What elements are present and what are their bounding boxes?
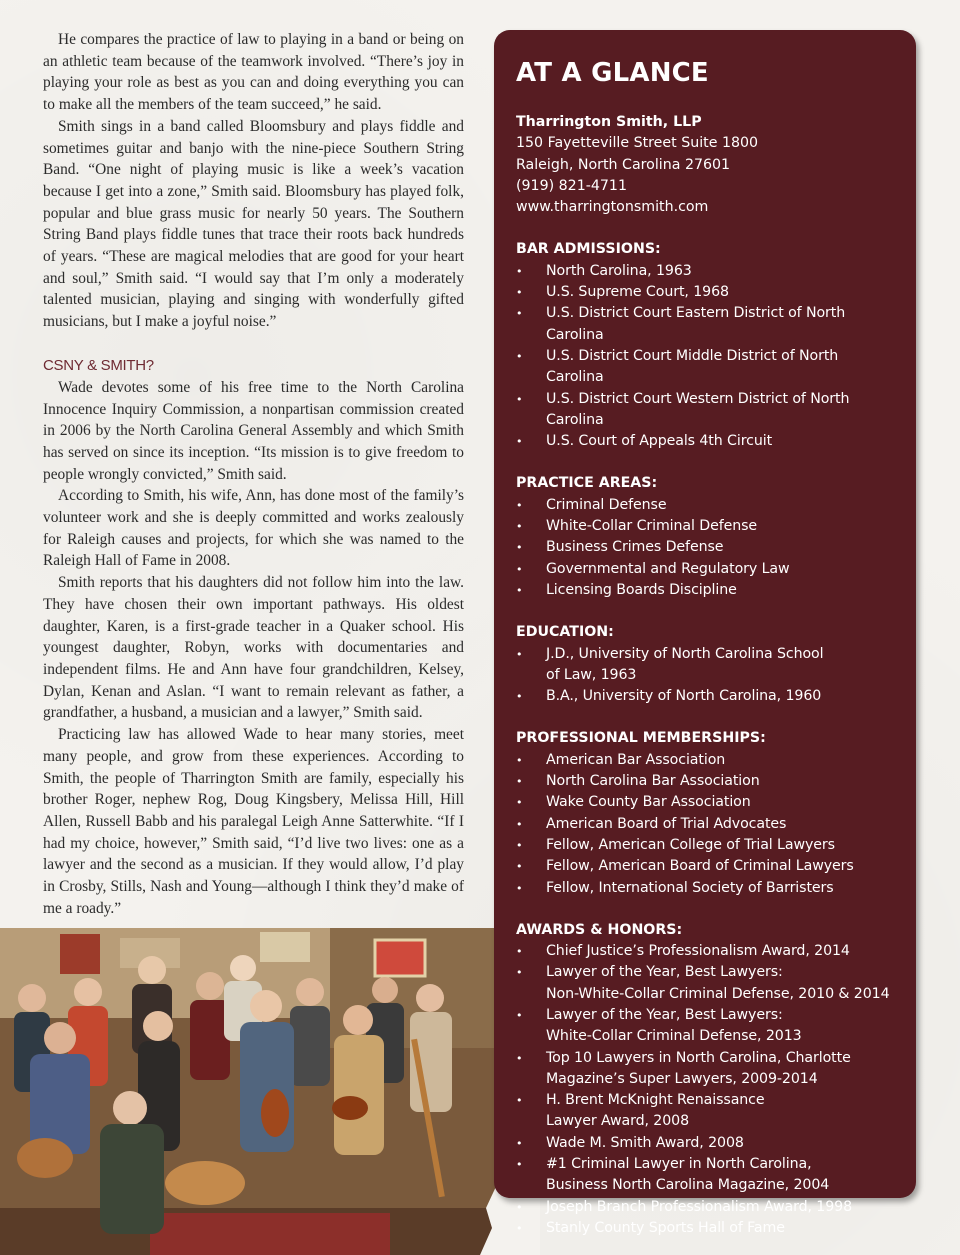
glance-list-item [516, 1133, 898, 1154]
article-paragraph: Smith sings in a band called Bloomsbury and plays fiddle and sometimes guitar and banjo with the nine-piece Southern String Band. “One night of playing music is like a week’s vacation because I get into a zone,” Smith said. Bloomsbury has played folk, popular and blue grass music for nearly 50 years. The Southern String Band plays fiddle tunes that trace their roots back hundreds of years. “These are magical melodies that are good for your heart and soul,” Smith said. “I would say that I’m only a moderately talented musician, playing and singing with wonderfully gifted musicians, but I make a joyful noise.” [43, 117, 464, 331]
glance-list-item [516, 431, 898, 452]
glance-list-item [516, 1048, 898, 1091]
glance-list-item [516, 389, 898, 432]
glance-list-item-text: • Wake County Bar Association [546, 794, 751, 811]
glance-list-item [516, 559, 898, 580]
glance-list-item [516, 941, 898, 962]
glance-list-item-text: • B.A., University of North Carolina, 1960 [546, 688, 822, 705]
glance-list-item-text: • U.S. District Court Eastern District of North Carolina [546, 305, 846, 343]
glance-list-item-text: • North Carolina Bar Association [546, 773, 760, 790]
glance-list-item [516, 771, 898, 792]
glance-list-item-text: • Fellow, American Board of Criminal Lawyers [546, 858, 854, 875]
glance-section-list [516, 261, 898, 453]
glance-list-item-text: • Lawyer of the Year, Best Lawyers: [546, 964, 783, 981]
glance-list-item-text: • Chief Justice’s Professionalism Award, 2014 [546, 943, 850, 960]
glance-section-heading: PROFESSIONAL MEMBERSHIPS: [516, 730, 766, 747]
glance-list-item-text: • Joseph Branch Professionalism Award, 1998 [546, 1198, 853, 1215]
glance-list-item-text: • #1 Criminal Lawyer in North Carolina, [546, 1156, 812, 1173]
glance-list-item [516, 1197, 898, 1218]
article-paragraph: According to Smith, his wife, Ann, has done most of the family’s volunteer work and she is deeply committed and works zealously for Raleigh causes and projects, for which she was named to the Raleigh Hall of Fame in 2008. [43, 487, 464, 570]
glance-list-item-text: Magazine’s Super Lawyers, 2009-2014 [546, 1070, 818, 1087]
glance-list-item [516, 1218, 898, 1239]
glance-list-item [516, 644, 898, 687]
glance-list-item-text: • J.D., University of North Carolina School [546, 645, 824, 662]
glance-list-item-text: • U.S. District Court Middle District of North Carolina [546, 347, 839, 386]
glance-list-item [516, 1154, 898, 1197]
glance-list-item-text: • Fellow, American College of Trial Lawyers [546, 836, 835, 853]
article-paragraphs-top [43, 29, 464, 333]
glance-list-item-text: • Fellow, International Society of Barristers [546, 879, 834, 896]
firm-website[interactable]: www.tharringtonsmith.com [516, 199, 709, 216]
article-paragraph: Practicing law has allowed Wade to hear many stories, meet many people, and grow from these experiences. According to Smith, the people of Tharrington Smith are family, especially his brother Roger, nephew Rog, Doug Kingsbery, Melissa Hill, Hill Allen, Russell Babb and his paralegal Leigh Anne Satterwhite. “If I had my choice, however,” Smith said, “I’d live two lives: one as a lawyer and the second as a musician. If they would allow, I’d play in Crosby, Stills, Nash and Young—although I think they’d make of me a roady.” [43, 726, 464, 917]
glance-list-item-text: • Governmental and Regulatory Law [546, 560, 790, 577]
glance-list-item-text: Non-White-Collar Criminal Defense, 2010 & 2014 [546, 985, 890, 1002]
glance-list-item-text: • Licensing Boards Discipline [546, 581, 737, 598]
glance-list-item [516, 750, 898, 771]
glance-sections [516, 239, 898, 1239]
glance-list-item [516, 1090, 898, 1133]
glance-list-item [516, 516, 898, 537]
glance-list-item [516, 537, 898, 558]
glance-list-item-text: • Top 10 Lawyers in North Carolina, Charlotte [546, 1049, 851, 1066]
glance-list-item [516, 1005, 898, 1048]
glance-section-list [516, 750, 898, 899]
article-paragraph: He compares the practice of law to playing in a band or being on an athletic team because of the teamwork involved. “There’s joy in playing your role as best as you can and doing everything you can to make all the members of the team succeed,” he said. [43, 31, 464, 114]
glance-list-item-text: of Law, 1963 [546, 666, 637, 683]
glance-list-item [516, 792, 898, 813]
glance-list-item-text: • H. Brent McKnight Renaissance [546, 1092, 765, 1109]
firm-phone: (919) 821-4711 [516, 177, 627, 194]
glance-section-list [516, 644, 898, 708]
glance-section-heading: EDUCATION: [516, 624, 614, 641]
glance-list-item-text: • Lawyer of the Year, Best Lawyers: [546, 1006, 783, 1023]
glance-list-item-text: • Stanly County Sports Hall of Fame [546, 1219, 785, 1236]
glance-list-item-text: • U.S. Court of Appeals 4th Circuit [546, 433, 773, 450]
glance-list-item-text: • White-Collar Criminal Defense [546, 518, 758, 535]
glance-list-item-text: • U.S. Supreme Court, 1968 [546, 284, 729, 301]
glance-list-item [516, 878, 898, 899]
at-a-glance-panel [494, 30, 916, 1236]
glance-list-item-text: Business North Carolina Magazine, 2004 [546, 1177, 830, 1194]
glance-section-heading: AWARDS & HONORS: [516, 921, 683, 938]
firm-address-line1: 150 Fayetteville Street Suite 1800 [516, 135, 759, 152]
article-paragraph: Smith reports that his daughters did not follow him into the law. They have chosen their own important pathways. His oldest daughter, Karen, is a first-grade teacher in a Quaker school. His youngest daughter, Robyn, works with documentaries and independent films. He and Ann have four grandchildren, Kelsey, Dylan, Kenan and Aslan. “I want to remain relevant as father, a grandfather, a husband, a musician and a lawyer,” Smith said. [43, 574, 464, 722]
glance-section-heading: BAR ADMISSIONS: [516, 241, 661, 258]
glance-list-item-text: Lawyer Award, 2008 [546, 1113, 690, 1130]
article-paragraphs-bottom [43, 377, 464, 920]
article-paragraph: Wade devotes some of his free time to the North Carolina Innocence Inquiry Commission, a nonpartisan commission created in 2006 by the North Carolina General Assembly and which Smith has served on since its inception. “Its mission is to give freedom to people wrongly convicted,” Smith said. [43, 378, 464, 483]
glance-list-item [516, 686, 898, 707]
firm-address-line2: Raleigh, North Carolina 27601 [516, 156, 731, 173]
glance-section-heading: PRACTICE AREAS: [516, 475, 658, 492]
glance-list-item [516, 814, 898, 835]
glance-title: AT A GLANCE [516, 58, 709, 88]
glance-list-item [516, 346, 898, 389]
band-photo-illustration [0, 928, 540, 1255]
glance-list-item [516, 580, 898, 601]
glance-list-item [516, 282, 898, 303]
glance-list-item-text: • American Board of Trial Advocates [546, 815, 787, 832]
firm-name: Tharrington Smith, LLP [516, 114, 702, 130]
glance-list-item-text: • North Carolina, 1963 [546, 262, 692, 279]
glance-list-item [516, 495, 898, 516]
glance-list-item [516, 962, 898, 1005]
glance-list-item-text: • Wade M. Smith Award, 2008 [546, 1134, 744, 1151]
glance-list-item-text: • American Bar Association [546, 751, 726, 768]
glance-list-item-text: White-Collar Criminal Defense, 2013 [546, 1028, 802, 1045]
glance-section-list [516, 941, 898, 1239]
glance-list-item [516, 856, 898, 877]
article-body [43, 29, 464, 919]
glance-list-item-text: • Business Crimes Defense [546, 539, 724, 556]
glance-section-list [516, 495, 898, 601]
glance-list-item [516, 835, 898, 856]
band-photo [0, 928, 540, 1255]
firm-contact [516, 112, 898, 218]
glance-list-item [516, 261, 898, 282]
glance-list-item [516, 303, 898, 346]
glance-list-item-text: • U.S. District Court Western District of North Carolina [546, 390, 850, 428]
glance-list-item-text: • Criminal Defense [546, 496, 667, 513]
section-title: CSNY & SMITH? [43, 356, 154, 374]
